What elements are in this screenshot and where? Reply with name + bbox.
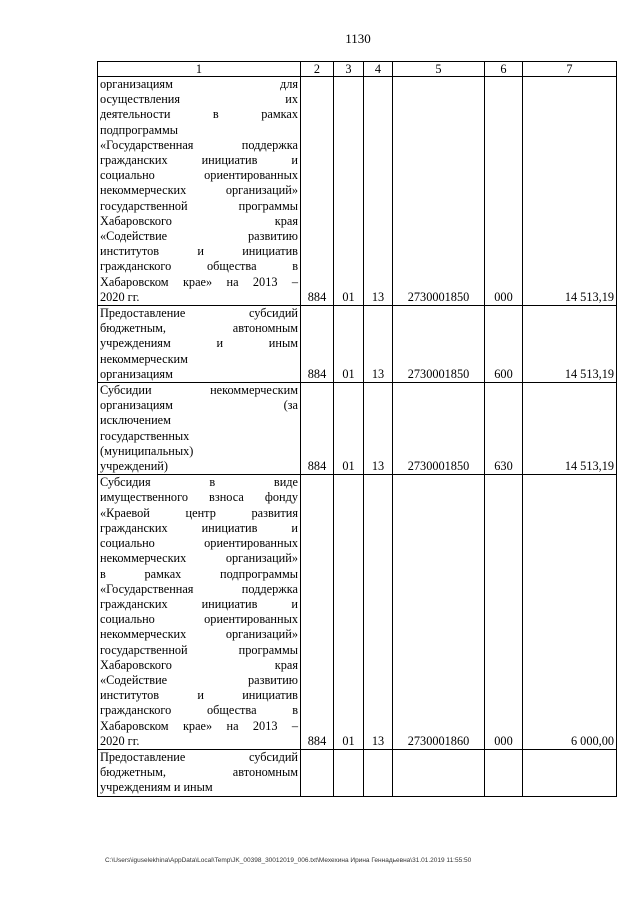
description-line: организациям для [100, 77, 298, 91]
amount-cell: 14 513,19 [523, 77, 617, 306]
subsection-cell: 13 [364, 475, 393, 750]
description-line: «Государственная поддержка [100, 137, 298, 152]
description-line: «Государственная поддержка [100, 581, 298, 596]
description-line: государственной программы [100, 642, 298, 657]
admin-code-cell: 884 [301, 475, 334, 750]
expense-type-cell: 600 [485, 306, 523, 383]
description-line: организациям [100, 366, 173, 381]
description-line: бюджетным, автономным [100, 321, 298, 336]
description-line: «Содействие развитию [100, 672, 298, 687]
description-line: Предоставление субсидий [100, 749, 298, 764]
description-line: учреждений) [100, 459, 168, 474]
description-line: учреждениям и иным [100, 780, 213, 795]
row-description [98, 383, 301, 475]
admin-code-cell: 884 [301, 306, 334, 383]
expense-type-cell: 000 [485, 475, 523, 750]
column-header: 4 [364, 62, 393, 77]
target-article-cell: 2730001860 [393, 475, 485, 750]
description-line: Предоставление субсидий [100, 306, 298, 321]
description-line: осуществления их [100, 92, 298, 107]
description-line: институтов и инициатив [100, 244, 298, 259]
description-line: 2020 гг. [100, 289, 140, 304]
section-cell: 01 [334, 77, 364, 306]
description-line: некоммерческих организаций» [100, 627, 298, 642]
admin-code-cell: 884 [301, 383, 334, 475]
description-line: имущественного взноса фонду [100, 490, 298, 505]
description-line: (муниципальных) [100, 443, 194, 458]
page-number: 1130 [345, 31, 371, 46]
description-line: Субсидии некоммерческим [100, 383, 298, 398]
file-path-footer: C:\Users\iguselekhina\AppData\Local\Temp\JK_00398_30012019_006.txt\Мехехина Ирина Геннадьевна\31.01.2019 11:55:50 [105, 857, 472, 864]
table-header-row [98, 62, 617, 77]
description-line: социально ориентированных [100, 536, 298, 551]
table-row [98, 77, 617, 306]
description-line: некоммерческим [100, 351, 188, 366]
description-line: гражданских инициатив и [100, 153, 298, 168]
target-article-cell: 2730001850 [393, 77, 485, 306]
table-row [98, 475, 617, 750]
table-row [98, 306, 617, 383]
description-line: Хабаровского края [100, 213, 298, 228]
section-cell: 01 [334, 306, 364, 383]
section-cell [334, 749, 364, 796]
subsection-cell [364, 749, 393, 796]
description-line: Хабаровском крае» на 2013 – [100, 274, 298, 289]
column-header: 1 [98, 62, 301, 77]
amount-cell: 6 000,00 [523, 475, 617, 750]
amount-cell: 14 513,19 [523, 306, 617, 383]
description-line: Хабаровского края [100, 657, 298, 672]
column-header: 6 [485, 62, 523, 77]
row-description [98, 306, 301, 383]
description-line: социально ориентированных [100, 612, 298, 627]
description-line: учреждениям и иным [100, 336, 298, 351]
expense-type-cell: 000 [485, 77, 523, 306]
description-line: бюджетным, автономным [100, 765, 298, 780]
amount-cell: 14 513,19 [523, 383, 617, 475]
description-line: деятельности в рамках [100, 107, 298, 122]
description-line: гражданского общества в [100, 259, 298, 274]
description-line: гражданских инициатив и [100, 596, 298, 611]
description-line: Хабаровском крае» на 2013 – [100, 718, 298, 733]
description-line: гражданских инициатив и [100, 520, 298, 535]
table-row [98, 383, 617, 475]
row-description [98, 77, 301, 306]
column-header: 5 [393, 62, 485, 77]
description-line: гражданского общества в [100, 703, 298, 718]
column-header: 7 [523, 62, 617, 77]
description-line: Субсидия в виде [100, 475, 298, 490]
table-row [98, 749, 617, 796]
column-header: 3 [334, 62, 364, 77]
description-line: 2020 гг. [100, 733, 140, 748]
target-article-cell [393, 749, 485, 796]
description-line: государственных [100, 428, 190, 443]
expense-type-cell: 630 [485, 383, 523, 475]
target-article-cell: 2730001850 [393, 306, 485, 383]
budget-table [97, 61, 617, 797]
section-cell: 01 [334, 383, 364, 475]
section-cell: 01 [334, 475, 364, 750]
description-line: социально ориентированных [100, 168, 298, 183]
description-line: организациям (за [100, 398, 298, 413]
description-line: «Краевой центр развития [100, 505, 298, 520]
description-line: некоммерческих организаций» [100, 183, 298, 198]
description-line: институтов и инициатив [100, 688, 298, 703]
amount-cell [523, 749, 617, 796]
description-line: исключением [100, 413, 171, 428]
target-article-cell: 2730001850 [393, 383, 485, 475]
admin-code-cell: 884 [301, 77, 334, 306]
expense-type-cell [485, 749, 523, 796]
description-line: «Содействие развитию [100, 229, 298, 244]
description-line: некоммерческих организаций» [100, 551, 298, 566]
subsection-cell: 13 [364, 77, 393, 306]
row-description [98, 475, 301, 750]
row-description [98, 749, 301, 796]
description-line: государственной программы [100, 198, 298, 213]
description-line: в рамках подпрограммы [100, 566, 298, 581]
subsection-cell: 13 [364, 383, 393, 475]
admin-code-cell [301, 749, 334, 796]
description-line: подпрограммы [100, 122, 178, 137]
subsection-cell: 13 [364, 306, 393, 383]
column-header: 2 [301, 62, 334, 77]
